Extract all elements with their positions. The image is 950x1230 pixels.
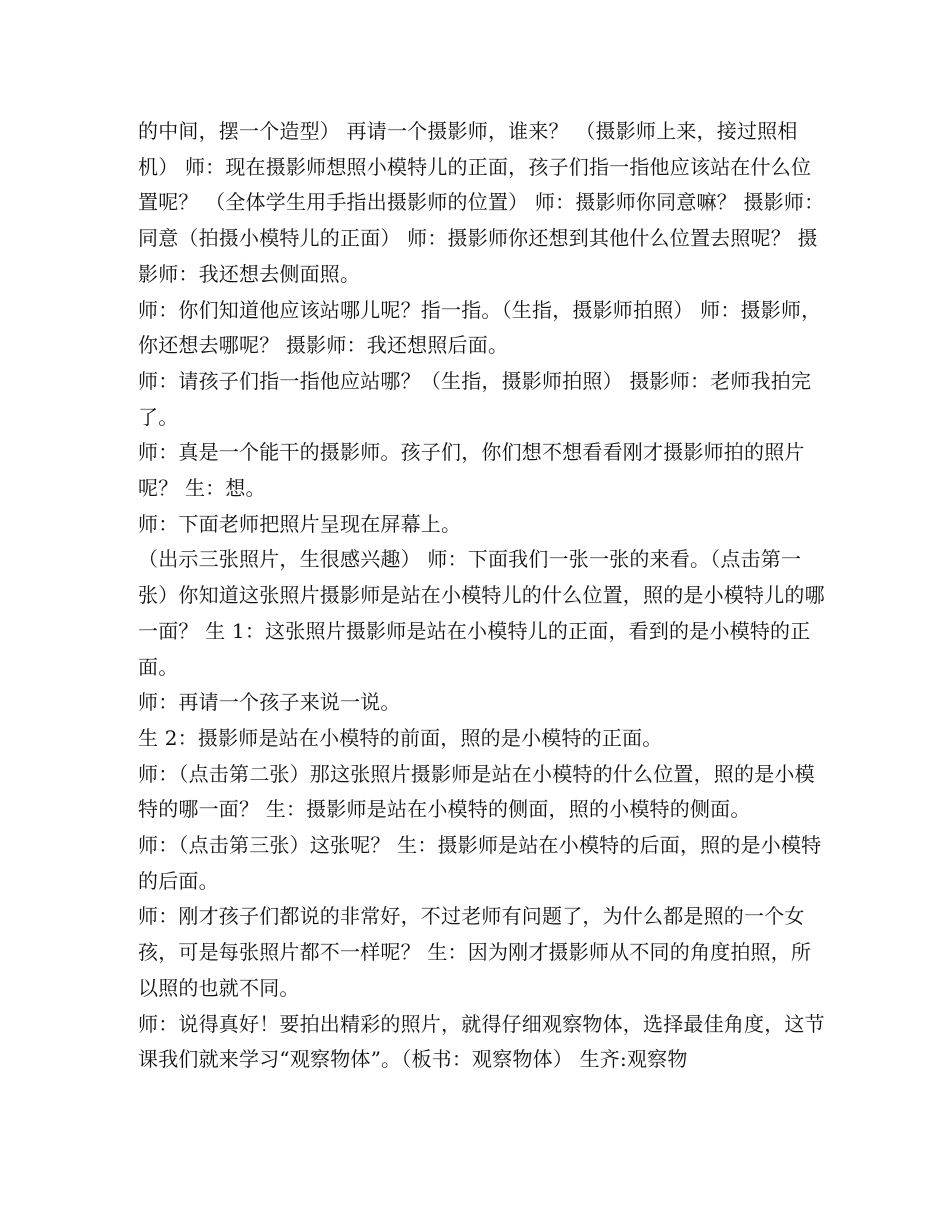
paragraph-3: 师：请孩子们指一指他应站哪？（生指，摄影师拍照） 摄影师：老师我拍完了。 [138, 368, 812, 429]
paragraph-1: 的中间，摆一个造型） 再请一个摄影师，谁来？ （摄影师上来，接过照相机） 师：现在摄影师想照小模特儿的正面，孩子们指一指他应该站在什么位置呢？ （全体学生用手指出摄影师的位置） 师：摄影师你同意嘛？ 摄影师：同意（拍摄小模特儿的正面） 师：摄影师你还想到其他什么位置去照呢？ 摄影师：我还想去侧面照。 [138, 119, 825, 286]
paragraph-10: 师：（点击第三张）这张呢？ 生：摄影师是站在小模特的后面，照的是小模特的后面。 [138, 833, 822, 893]
paragraph-2: 师：你们知道他应该站哪儿呢？指一指。（生指，摄影师拍照） 师：摄影师，你还想去哪呢？ 摄影师：我还想照后面。 [138, 297, 822, 358]
paragraph-12: 师：说得真好！要拍出精彩的照片，就得仔细观察物体，选择最佳角度，这节课我们就来学习“观察物体”。（板书：观察物体） 生齐:观察物 [138, 1011, 825, 1072]
paragraph-11: 师：刚才孩子们都说的非常好，不过老师有问题了，为什么都是照的一个女孩，可是每张照片都不一样呢？ 生：因为刚才摄影师从不同的角度拍照，所以照的也就不同。 [138, 904, 812, 1000]
paragraph-6: （出示三张照片，生很感兴趣） 师：下面我们一张一张的来看。（点击第一张）你知道这张照片摄影师是站在小模特儿的什么位置，照的是小模特儿的哪一面？ 生 1：这张照片摄影师是站在小模特儿的正面，看到的是小模特的正面。 [138, 547, 825, 679]
document-body [138, 114, 828, 1078]
paragraph-5: 师：下面老师把照片呈现在屏幕上。 [138, 511, 462, 536]
paragraph-4: 师：真是一个能干的摄影师。孩子们，你们想不想看看刚才摄影师拍的照片呢？ 生：想。 [138, 440, 805, 501]
paragraph-7: 师：再请一个孩子来说一说。 [138, 690, 401, 715]
paragraph-8: 生 2：摄影师是站在小模特的前面，照的是小模特的正面。 [138, 725, 663, 750]
paragraph-9: 师：（点击第二张）那这张照片摄影师是站在小模特的什么位置，照的是小模特的哪一面？ 生：摄影师是站在小模特的侧面，照的小模特的侧面。 [138, 761, 815, 822]
